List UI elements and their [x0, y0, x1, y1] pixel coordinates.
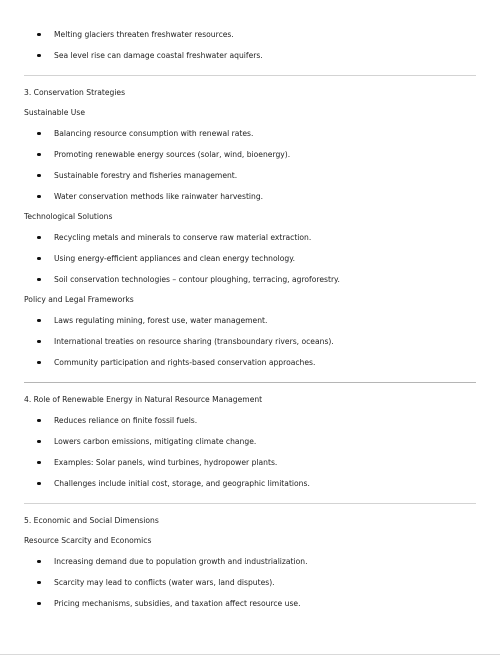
- list-item: [24, 572, 476, 593]
- bullet-icon: [37, 419, 41, 423]
- policy-frameworks-list: [24, 310, 476, 373]
- subsection-heading: Sustainable Use: [24, 108, 85, 117]
- list-item-text: Lowers carbon emissions, mitigating climate change.: [54, 437, 257, 446]
- bullet-icon: [37, 581, 41, 585]
- list-item: [24, 227, 476, 248]
- list-item-text: Sea level rise can damage coastal freshwater aquifers.: [54, 51, 263, 60]
- section-divider: [24, 382, 476, 383]
- bullet-icon: [37, 174, 41, 178]
- bullet-icon: [37, 560, 41, 564]
- document-content: [24, 24, 476, 614]
- list-item: [24, 331, 476, 352]
- resource-scarcity-list: [24, 551, 476, 614]
- bullet-icon: [37, 54, 41, 58]
- list-item: [24, 473, 476, 494]
- list-item: [24, 144, 476, 165]
- bullet-icon: [37, 132, 41, 136]
- bullet-icon: [37, 278, 41, 282]
- list-item: [24, 452, 476, 473]
- bullet-icon: [37, 340, 41, 344]
- list-item: [24, 123, 476, 144]
- renewable-energy-list: [24, 410, 476, 494]
- intro-list: [24, 24, 476, 66]
- bullet-icon: [37, 153, 41, 157]
- subsection-heading: Technological Solutions: [24, 212, 113, 221]
- bullet-icon: [37, 257, 41, 261]
- list-item: [24, 45, 476, 66]
- list-item: [24, 352, 476, 373]
- bullet-icon: [37, 236, 41, 240]
- list-item: [24, 410, 476, 431]
- list-item-text: Balancing resource consumption with renewal rates.: [54, 129, 254, 138]
- section-divider: [24, 75, 476, 76]
- section-divider: [24, 503, 476, 504]
- list-item-text: Challenges include initial cost, storage, and geographic limitations.: [54, 479, 310, 488]
- list-item-text: Examples: Solar panels, wind turbines, hydropower plants.: [54, 458, 278, 467]
- list-item: [24, 165, 476, 186]
- section-heading: 4. Role of Renewable Energy in Natural Resource Management: [24, 395, 263, 404]
- page-bottom-border: [0, 654, 500, 655]
- sustainable-use-list: [24, 123, 476, 207]
- list-item-text: Recycling metals and minerals to conserve raw material extraction.: [54, 233, 312, 242]
- list-item: [24, 551, 476, 572]
- technological-solutions-list: [24, 227, 476, 290]
- bullet-icon: [37, 440, 41, 444]
- bullet-icon: [37, 195, 41, 199]
- bullet-icon: [37, 482, 41, 486]
- list-item-text: Pricing mechanisms, subsidies, and taxation affect resource use.: [54, 599, 301, 608]
- list-item-text: Water conservation methods like rainwater harvesting.: [54, 192, 264, 201]
- list-item: [24, 593, 476, 614]
- list-item: [24, 269, 476, 290]
- list-item: [24, 248, 476, 269]
- list-item: [24, 310, 476, 331]
- list-item: [24, 186, 476, 207]
- bullet-icon: [37, 602, 41, 606]
- list-item-text: Using energy-efficient appliances and clean energy technology.: [54, 254, 296, 263]
- list-item-text: Sustainable forestry and fisheries management.: [54, 171, 238, 180]
- list-item-text: Soil conservation technologies – contour ploughing, terracing, agroforestry.: [54, 275, 340, 284]
- list-item-text: Community participation and rights-based conservation approaches.: [54, 358, 316, 367]
- list-item-text: Scarcity may lead to conflicts (water wars, land disputes).: [54, 578, 275, 587]
- list-item: [24, 24, 476, 45]
- list-item-text: Melting glaciers threaten freshwater resources.: [54, 30, 234, 39]
- list-item-text: Promoting renewable energy sources (solar, wind, bioenergy).: [54, 150, 291, 159]
- section-conservation-strategies: [24, 83, 476, 373]
- list-item-text: Increasing demand due to population growth and industrialization.: [54, 557, 308, 566]
- section-renewable-energy: [24, 390, 476, 494]
- section-economic-social: [24, 511, 476, 614]
- subsection-heading: Policy and Legal Frameworks: [24, 295, 134, 304]
- list-item-text: International treaties on resource sharing (transboundary rivers, oceans).: [54, 337, 334, 346]
- section-heading: 5. Economic and Social Dimensions: [24, 516, 159, 525]
- list-item-text: Reduces reliance on finite fossil fuels.: [54, 416, 198, 425]
- subsection-heading: Resource Scarcity and Economics: [24, 536, 152, 545]
- list-item-text: Laws regulating mining, forest use, water management.: [54, 316, 268, 325]
- bullet-icon: [37, 361, 41, 365]
- section-heading: 3. Conservation Strategies: [24, 88, 126, 97]
- bullet-icon: [37, 461, 41, 465]
- bullet-icon: [37, 319, 41, 323]
- bullet-icon: [37, 33, 41, 37]
- list-item: [24, 431, 476, 452]
